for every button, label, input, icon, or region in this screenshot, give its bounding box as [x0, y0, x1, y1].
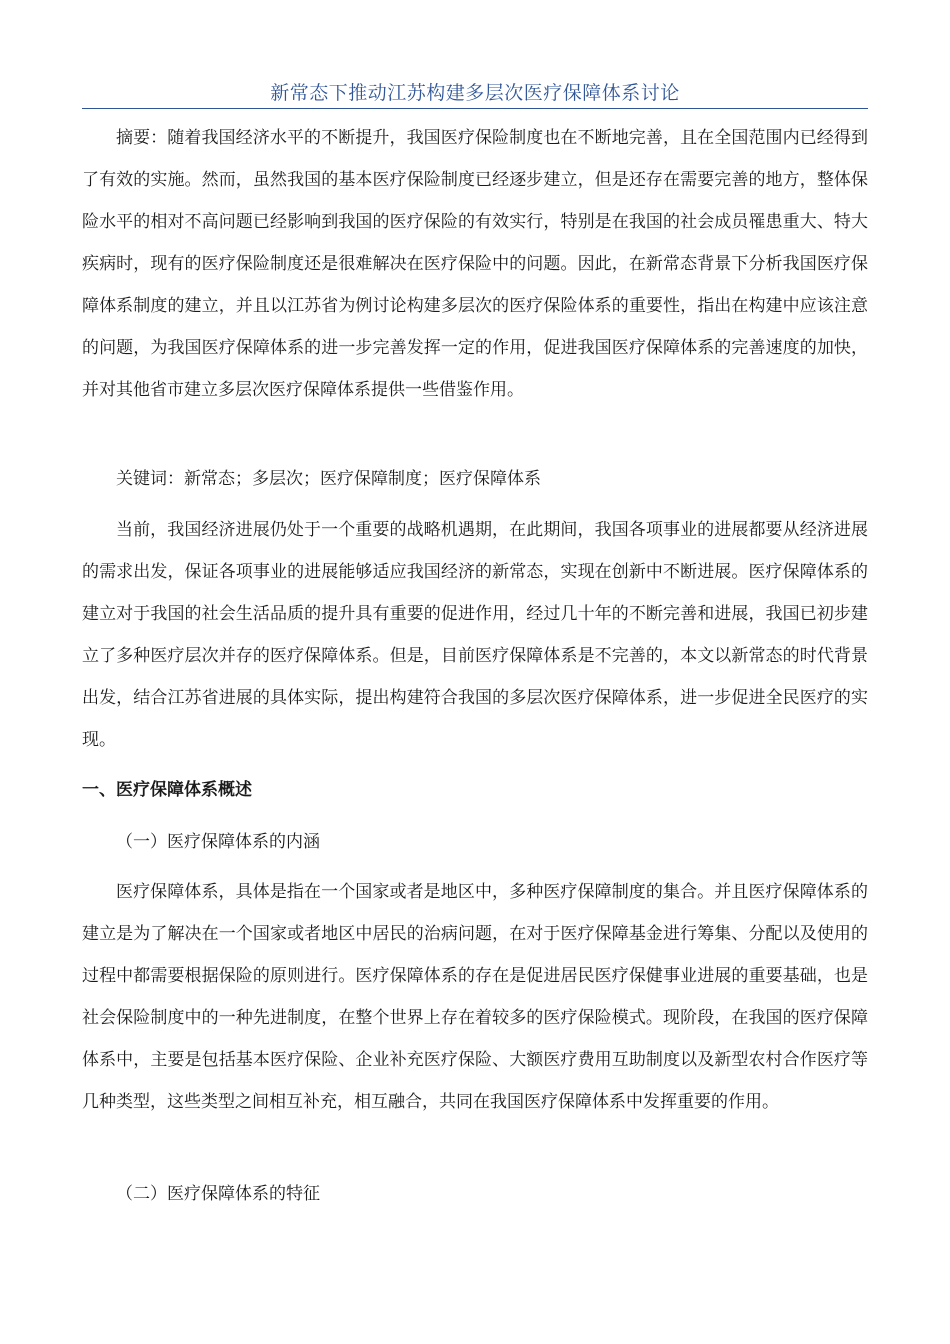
intro-paragraph: 当前，我国经济进展仍处于一个重要的战略机遇期，在此期间，我国各项事业的进展都要从经济进展的需求出发，保证各项事业的进展能够适应我国经济的新常态，实现在创新中不断进展。医疗保障体系的建立对于我国的社会生活品质的提升具有重要的促进作用，经过几十年的不断完善和进展，我国已初步建立了多种医疗层次并存的医疗保障体系。但是，目前医疗保障体系是不完善的，本文以新常态的时代背景出发，结合江苏省进展的具体实际，提出构建符合我国的多层次医疗保障体系，进一步促进全民医疗的实现。: [82, 520, 868, 750]
abstract-paragraph: 摘要：随着我国经济水平的不断提升，我国医疗保险制度也在不断地完善，且在全国范围内已经得到了有效的实施。然而，虽然我国的基本医疗保险制度已经逐步建立，但是还存在需要完善的地方，整体保险水平的相对不高问题已经影响到我国的医疗保险的有效实行，特别是在我国的社会成员罹患重大、特大疾病时，现有的医疗保险制度还是很难解决在医疗保险中的问题。因此，在新常态背景下分析我国医疗保障体系制度的建立，并且以江苏省为例讨论构建多层次的医疗保险体系的重要性，指出在构建中应该注意的问题，为我国医疗保障体系的进一步完善发挥一定的作用，促进我国医疗保障体系的完善速度的加快，并对其他省市建立多层次医疗保障体系提供一些借鉴作用。: [82, 128, 868, 400]
subsection-heading: （一）医疗保障体系的内涵: [116, 832, 320, 852]
page-header: [82, 78, 868, 109]
keywords-line: 关键词：新常态；多层次；医疗保障制度；医疗保障体系: [116, 469, 541, 489]
section-heading: 一、医疗保障体系概述: [82, 780, 252, 800]
body-paragraph: 医疗保障体系，具体是指在一个国家或者是地区中，多种医疗保障制度的集合。并且医疗保障体系的建立是为了解决在一个国家或者地区中居民的治病问题，在对于医疗保障基金进行筹集、分配以及使用的过程中都需要根据保险的原则进行。医疗保障体系的存在是促进居民医疗保健事业进展的重要基础，也是社会保险制度中的一种先进制度，在整个世界上存在着较多的医疗保险模式。现阶段，在我国的医疗保障体系中，主要是包括基本医疗保险、企业补充医疗保险、大额医疗费用互助制度以及新型农村合作医疗等几种类型，这些类型之间相互补充，相互融合，共同在我国医疗保障体系中发挥重要的作用。: [82, 882, 868, 1112]
subsection-heading: （二）医疗保障体系的特征: [116, 1184, 320, 1204]
document-title: 新常态下推动江苏构建多层次医疗保障体系讨论: [270, 82, 680, 104]
